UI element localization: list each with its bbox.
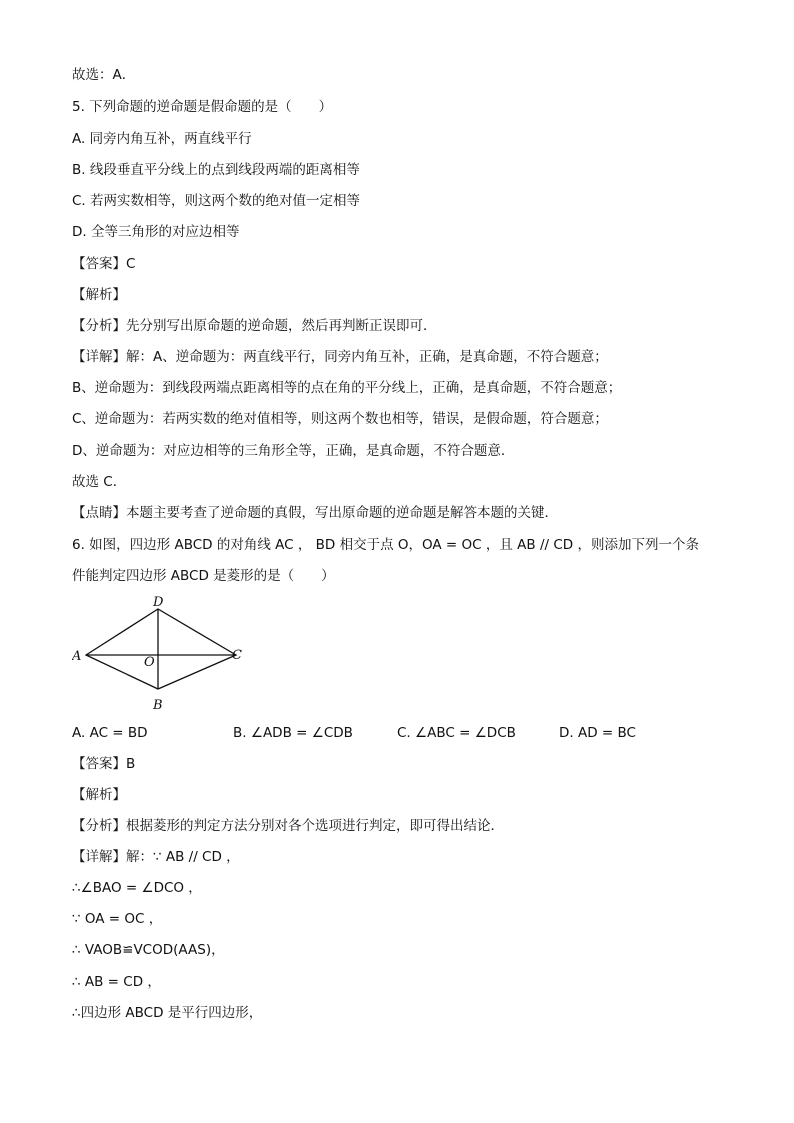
question-6-detail-step-4: ∴ VAOB≌VCOD(AAS)， (72, 942, 225, 958)
question-6-option-d: D. AD = BC (559, 725, 636, 741)
question-5-choice: 故选 C． (72, 474, 127, 490)
question-6-detail-step-3: ∵ OA = OC ， (72, 911, 163, 927)
question-5-option-d: D. 全等三角形的对应边相等 (72, 224, 240, 240)
question-6-analysis: 【分析】根据菱形的判定方法分别对各个选项进行判定，即可得出结论． (72, 818, 504, 834)
question-6-analysis-header: 【解析】 (72, 787, 126, 803)
question-6-detail-step-6: ∴四边形 ABCD 是平行四边形， (72, 1005, 263, 1021)
question-5-detail-b: B、逆命题为：到线段两端点距离相等的点在角的平分线上，正确，是真命题，不符合题意； (72, 380, 622, 396)
question-6-option-c: C. ∠ABC = ∠DCB (397, 725, 516, 741)
question-6-option-a: A. AC = BD (72, 725, 148, 741)
question-5-detail-c: C、逆命题为：若两实数的绝对值相等，则这两个数也相等，错误，是假命题，符合题意； (72, 411, 608, 427)
question-5-option-b: B. 线段垂直平分线上的点到线段两端的距离相等 (72, 162, 360, 178)
question-5-stem: 5. 下列命题的逆命题是假命题的是（ ） (72, 99, 333, 115)
point-b-label: B (153, 698, 163, 713)
question-6-answer: 【答案】B (72, 756, 136, 772)
question-6-stem-line-2: 件能判定四边形 ABCD 是菱形的是（ ） (72, 568, 335, 584)
point-c-label: C (232, 648, 242, 663)
question-5-detail-d: D、逆命题为：对应边相等的三角形全等，正确，是真命题，不符合题意． (72, 443, 515, 459)
question-6-detail-step-5: ∴ AB = CD ， (72, 974, 161, 990)
question-5-comment: 【点睛】本题主要考查了逆命题的真假，写出原命题的逆命题是解答本题的关键． (72, 505, 558, 521)
question-5-option-c: C. 若两实数相等，则这两个数的绝对值一定相等 (72, 193, 361, 209)
question-6-detail-step-1: 【详解】解：∵ AB // CD ， (72, 849, 240, 865)
question-5-detail-a: 【详解】解：A、逆命题为：两直线平行，同旁内角互补，正确，是真命题，不符合题意； (72, 349, 608, 365)
point-o-label: O (144, 655, 155, 670)
question-5-option-a: A. 同旁内角互补，两直线平行 (72, 131, 252, 147)
quadrilateral-abcd (86, 609, 236, 689)
point-d-label: D (153, 595, 164, 610)
rhombus-figure (72, 592, 252, 714)
question-5-answer: 【答案】C (72, 256, 136, 272)
question-5-analysis: 【分析】先分别写出原命题的逆命题，然后再判断正误即可． (72, 318, 437, 334)
question-6-stem-line-1: 6. 如图，四边形 ABCD 的对角线 AC ， BD 相交于点 O，OA = OC ，且 AB // CD ，则添加下列一个条 (72, 537, 699, 553)
question-6-detail-step-2: ∴∠BAO = ∠DCO ， (72, 880, 202, 896)
prev-answer-line: 故选：A． (72, 67, 136, 83)
question-5-analysis-header: 【解析】 (72, 287, 126, 303)
question-6-option-b: B. ∠ADB = ∠CDB (233, 725, 353, 741)
point-a-label: A (72, 649, 82, 664)
